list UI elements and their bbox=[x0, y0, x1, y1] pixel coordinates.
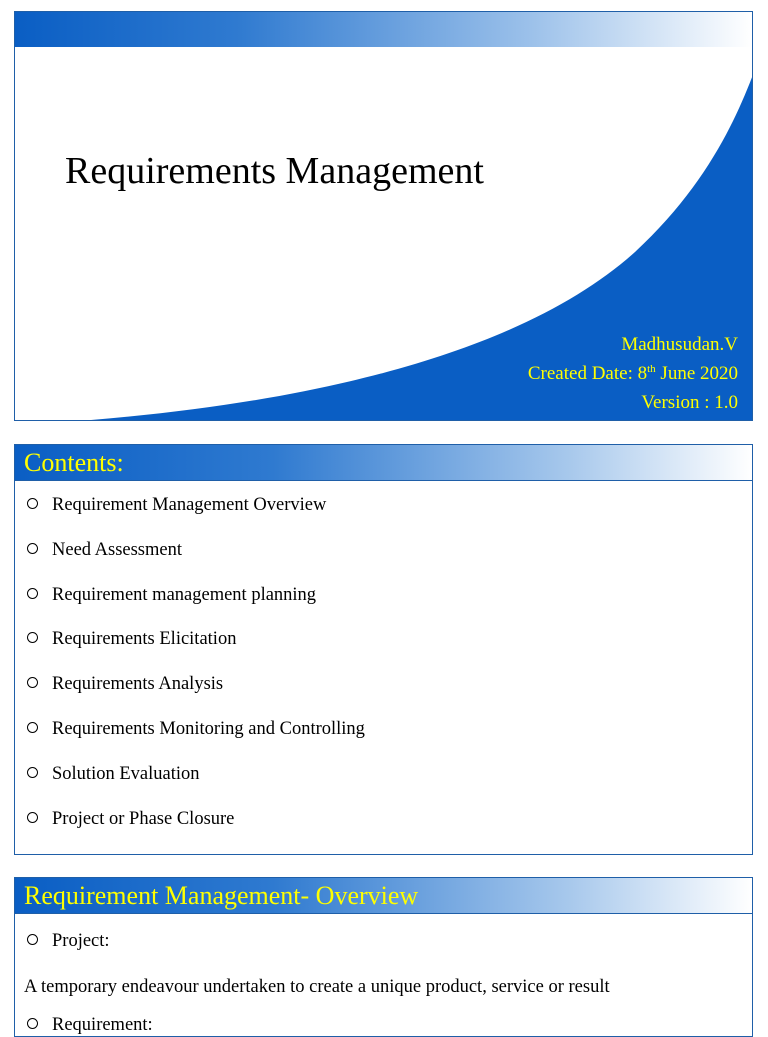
contents-slide bbox=[14, 444, 753, 855]
version-label: Version : 1.0 bbox=[641, 392, 738, 413]
created-date-prefix: Created Date: 8 bbox=[527, 363, 648, 384]
list-item-text: Requirements Elicitation bbox=[52, 629, 237, 650]
circle-bullet-icon bbox=[27, 543, 38, 554]
overview-slide bbox=[14, 877, 753, 1037]
created-date bbox=[528, 359, 738, 388]
circle-bullet-icon bbox=[27, 677, 38, 688]
presentation-meta bbox=[528, 330, 738, 417]
contents-heading: Contents: bbox=[24, 448, 124, 477]
list-item bbox=[25, 628, 365, 673]
overview-heading: Requirement Management- Overview bbox=[24, 881, 419, 910]
list-item-text: Solution Evaluation bbox=[52, 763, 200, 784]
author-name: Madhusudan.V bbox=[621, 334, 738, 355]
list-item-text: Requirements Analysis bbox=[52, 674, 224, 695]
circle-bullet-icon bbox=[27, 498, 38, 509]
project-definition: A temporary endeavour undertaken to create a unique product, service or result bbox=[24, 977, 610, 997]
circle-bullet-icon bbox=[27, 767, 38, 778]
list-item bbox=[25, 763, 365, 808]
list-item bbox=[25, 673, 365, 718]
list-item-text: Requirement Management Overview bbox=[52, 495, 327, 515]
list-item-text: Requirement management planning bbox=[52, 584, 317, 605]
list-item-text: Requirements Monitoring and Controlling bbox=[52, 718, 365, 739]
list-item-text: Project or Phase Closure bbox=[52, 808, 235, 829]
list-item bbox=[25, 584, 365, 629]
circle-bullet-icon bbox=[27, 934, 38, 945]
presentation-title: Requirements Management bbox=[65, 150, 484, 192]
circle-bullet-icon bbox=[27, 588, 38, 599]
created-date-ordinal: th bbox=[647, 363, 656, 375]
overview-header-bar bbox=[15, 878, 752, 914]
requirement-bullet-text: Requirement: bbox=[52, 1015, 153, 1035]
created-date-suffix: June 2020 bbox=[655, 363, 738, 384]
list-item bbox=[25, 808, 365, 853]
requirement-bullet bbox=[25, 1014, 153, 1036]
circle-bullet-icon bbox=[27, 812, 38, 823]
contents-header-bar bbox=[15, 445, 752, 481]
list-item bbox=[25, 718, 365, 763]
contents-list bbox=[25, 494, 365, 852]
circle-bullet-icon bbox=[27, 722, 38, 733]
list-item bbox=[25, 494, 365, 539]
circle-bullet-icon bbox=[27, 632, 38, 643]
project-bullet-text: Project: bbox=[52, 931, 110, 951]
title-slide bbox=[14, 11, 753, 421]
list-item bbox=[25, 539, 365, 584]
project-bullet bbox=[25, 930, 110, 952]
list-item-text: Need Assessment bbox=[52, 539, 182, 560]
